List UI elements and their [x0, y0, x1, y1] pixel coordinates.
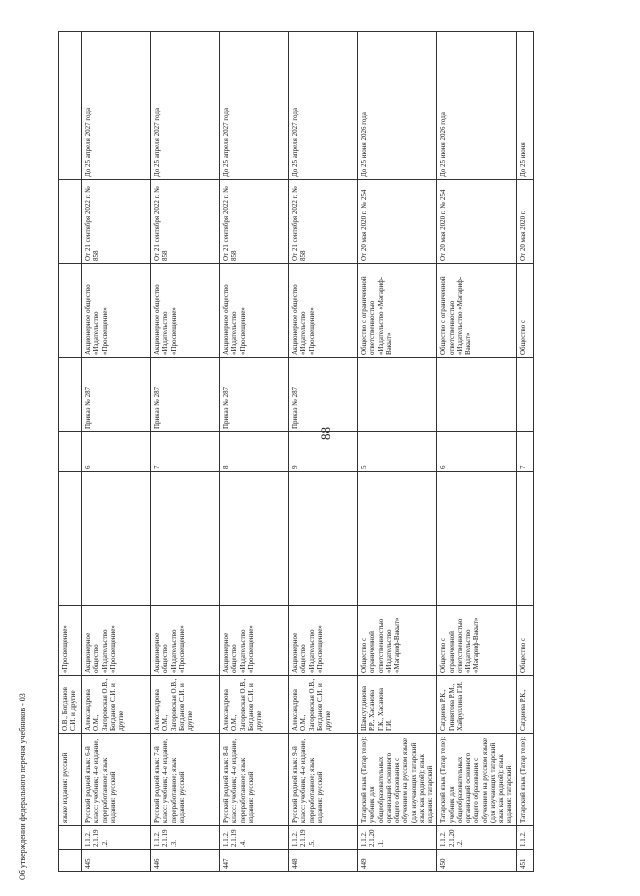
cell-date: От 20 мая 2020 г. № 254	[358, 180, 437, 264]
cell-code: 1.1.2.2.1.19.5.	[289, 826, 358, 850]
cell-name: Татарский язык (Татар теле): учебник для общеобразовательных организаций основного общего образования с обучением на русском языке (для изучающих татарский язык как родной); язык издания: татарский	[358, 734, 437, 826]
cell-name: Русский родной язык: 6-й класс: учебник; 4-е издание, переработанное; язык издания: русский	[82, 734, 151, 826]
cell-no: 449	[358, 850, 437, 872]
cell-no: 451	[516, 850, 533, 872]
cell-empty	[220, 472, 289, 606]
table-row	[82, 32, 151, 872]
table-row	[151, 32, 220, 872]
table-row	[437, 32, 516, 872]
cell-code: 1.1.2.2.1.19.3.	[151, 826, 220, 850]
cell-no	[59, 850, 82, 872]
cell-publisher: «Просвещение»	[59, 606, 82, 676]
cell-order: Приказ № 287	[151, 358, 220, 432]
cell-company: Акционерное общество «Издательство «Просвещение»	[82, 264, 151, 358]
cell-empty	[82, 472, 151, 606]
cell-date	[59, 180, 82, 264]
cell-date: От 21 сентября 2022 г. № 858	[220, 180, 289, 264]
cell-authors: Александрова О.М., Загоровская О.В., Богданов С.И. и другие	[289, 676, 358, 734]
cell-code	[59, 826, 82, 850]
cell-no: 446	[151, 850, 220, 872]
cell-excl-no: 6	[82, 432, 151, 472]
cell-excl-no: 6	[437, 432, 516, 472]
footer-note: Об утверждении федерального перечня учебников - 03	[18, 693, 27, 880]
table-row-partial	[516, 32, 533, 872]
cell-authors: Александрова О.М., Загоровская О.В., Богданов С.И. и другие	[220, 676, 289, 734]
cell-date: От 21 сентября 2022 г. № 858	[151, 180, 220, 264]
cell-empty	[289, 472, 358, 606]
cell-company: Акционерное общество «Издательство «Просвещение»	[220, 264, 289, 358]
cell-publisher: Общество с ограниченной ответственностью «Издательство «Мәгариф-Вакыт»	[358, 606, 437, 676]
cell-order	[358, 358, 437, 432]
cell-empty	[358, 472, 437, 606]
cell-name: Русский родной язык: 8-й класс: учебник; 4-е издание, переработанное; язык издания: русский	[220, 734, 289, 826]
cell-until: До 25 апреля 2027 года	[151, 32, 220, 180]
cell-excl-no: 5	[358, 432, 437, 472]
cell-date: От 21 сентября 2022 г. № 858	[289, 180, 358, 264]
cell-authors: О.В., Богданов С.И. и другие	[59, 676, 82, 734]
table-row	[358, 32, 437, 872]
page-number: 88	[318, 427, 333, 440]
table-row-continuation	[59, 32, 82, 872]
cell-authors: Шамсутдинова Р.Р., Хасанова Г.К., Хасанова Г.И.	[358, 676, 437, 734]
cell-until: До 25 апреля 2027 года	[289, 32, 358, 180]
cell-publisher: Общество с ограниченной ответственностью «Издательство «Мәгариф-Вакыт»	[437, 606, 516, 676]
cell-name: Татарский язык (Татар теле): учебник для общеобразовательных организаций основного общего образования с обучением на русском языке (для изучающих татарский язык как родной); язык издания: татарский	[437, 734, 516, 826]
cell-excl-no: 7	[151, 432, 220, 472]
cell-order	[59, 358, 82, 432]
cell-company	[59, 264, 82, 358]
cell-date: От 20 мая 2020 г.	[516, 180, 533, 264]
cell-name: Татарский язык (Татар теле):	[516, 734, 533, 826]
cell-authors: Александрова О.М., Загоровская О.В., Богданов С.И. и другие	[82, 676, 151, 734]
table-row	[220, 32, 289, 872]
cell-excl-no: 8	[220, 432, 289, 472]
cell-date: От 21 сентября 2022 г. № 858	[82, 180, 151, 264]
cell-company: Общество с ограниченной ответственностью «Издательство «Мәгариф-Вакыт»	[437, 264, 516, 358]
table-row	[289, 32, 358, 872]
cell-until: До 25 апреля 2027 года	[220, 32, 289, 180]
cell-no: 447	[220, 850, 289, 872]
cell-publisher: Общество с	[516, 606, 533, 676]
cell-order	[437, 358, 516, 432]
cell-name: языке издания: русский	[59, 734, 82, 826]
cell-order: Приказ № 287	[289, 358, 358, 432]
cell-until: До 25 июня 2026 года	[358, 32, 437, 180]
cell-company: Общество с ограниченной ответственностью «Издательство «Мәгариф-Вакыт»	[358, 264, 437, 358]
cell-empty	[151, 472, 220, 606]
cell-no: 448	[289, 850, 358, 872]
cell-order: Приказ № 287	[82, 358, 151, 432]
cell-until: До 25 апреля 2027 года	[82, 32, 151, 180]
cell-code: 1.1.2.2.1.19.2.	[82, 826, 151, 850]
cell-excl-no	[59, 432, 82, 472]
cell-company: Общество с	[516, 264, 533, 358]
cell-publisher: Акционерное общество «Издательство «Просвещение»	[220, 606, 289, 676]
cell-order	[516, 358, 533, 432]
cell-code: 1.1.2.2.1.20.1.	[358, 826, 437, 850]
cell-until: До 25 июня 2026 года	[437, 32, 516, 180]
cell-authors: Сагдиева Р.К., Гиниятова Р.М., Хайруллина Г.И.	[437, 676, 516, 734]
cell-publisher: Акционерное общество «Издательство «Просвещение»	[151, 606, 220, 676]
cell-authors: Сагдиева Р.К.,	[516, 676, 533, 734]
cell-no: 445	[82, 850, 151, 872]
cell-name: Русский родной язык: 7-й класс: учебник; 4-е издание, переработанное; язык издания: русский	[151, 734, 220, 826]
cell-publisher: Акционерное общество «Издательство «Просвещение»	[289, 606, 358, 676]
cell-code: 1.1.2.2.1.19.4.	[220, 826, 289, 850]
cell-no: 450	[437, 850, 516, 872]
cell-date: От 20 мая 2020 г. № 254	[437, 180, 516, 264]
cell-order: Приказ № 287	[220, 358, 289, 432]
rotated-table-container	[58, 32, 598, 872]
cell-empty	[437, 472, 516, 606]
cell-publisher: Акционерное общество «Издательство «Просвещение»	[82, 606, 151, 676]
cell-until	[59, 32, 82, 180]
cell-code: 1.1.2.2.1.20.2.	[437, 826, 516, 850]
cell-empty	[59, 472, 82, 606]
cell-code: 1.1.2.	[516, 826, 533, 850]
cell-name: Русский родной язык: 9-й класс: учебник; 4-е издание, переработанное; язык издания: русский	[289, 734, 358, 826]
cell-excl-no: 9	[289, 432, 358, 472]
cell-company: Акционерное общество «Издательство «Просвещение»	[151, 264, 220, 358]
cell-until: До 25 июня	[516, 32, 533, 180]
cell-excl-no: 7	[516, 432, 533, 472]
cell-empty	[516, 472, 533, 606]
cell-authors: Александрова О.М., Загоровская О.В., Богданов С.И. и другие	[151, 676, 220, 734]
textbook-register-table	[58, 31, 534, 872]
cell-company: Акционерное общество «Издательство «Просвещение»	[289, 264, 358, 358]
